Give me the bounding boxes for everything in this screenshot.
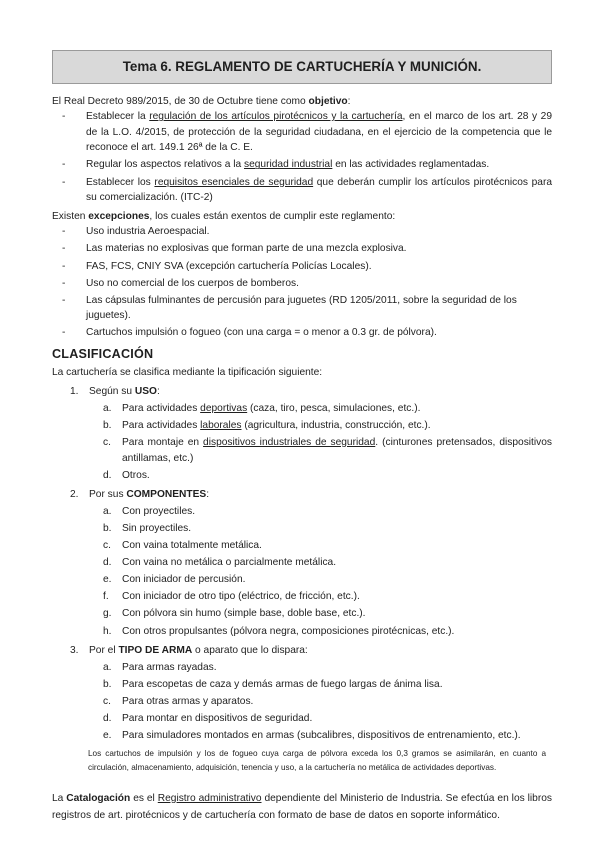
catalog-underlined: Registro administrativo [157, 792, 262, 804]
intro-bold: objetivo [308, 95, 348, 107]
catalog-text: dependiente del Ministerio de Industria. Se efectúa en los libros registros de art. pirotécnicos y de cartuchería con formato de base de datos en soporte informático. [52, 792, 552, 822]
item-letter: e. [103, 574, 112, 586]
item-text: Con pólvora sin humo (simple base, doble base, etc.). [122, 608, 366, 620]
item-letter: e. [103, 730, 112, 742]
item-text: Con iniciador de otro tipo (eléctrico, de fricción, etc.). [122, 591, 360, 603]
group-item [103, 606, 552, 622]
classification-group [70, 384, 552, 483]
intro-prefix: El Real Decreto 989/2015, de 30 de Octubre tiene como [52, 95, 309, 107]
objective-text: en las actividades reglamentadas. [332, 159, 490, 171]
exceptions-intro [52, 209, 552, 225]
objective-underlined: regulación de los artículos pirotécnicos y la cartuchería [149, 111, 403, 123]
item-text: (caza, tiro, pesca, simulaciones, etc.). [247, 402, 421, 414]
classification-groups [52, 384, 552, 743]
catalog-bold: Catalogación [66, 792, 131, 804]
group-item [103, 504, 552, 520]
group-items [70, 401, 552, 483]
exception-item: - Las materias no explosivas que forman parte de una mezcla explosiva. [86, 241, 552, 257]
item-text: Para actividades [122, 419, 201, 431]
footnote: Los cartuchos de impulsión y los de fogueo cuya carga de pólvora exceda los 0,3 gramos se asimilarán, en cuanto a circulación, almacenamiento, adquisición, tenencia y uso, a la cartuchería no metálica de actividades deportivas. [88, 748, 546, 773]
item-letter: c. [103, 695, 111, 707]
group-heading-bold: COMPONENTES [126, 489, 207, 501]
exception-item: - Uso industria Aeroespacial. [86, 224, 552, 240]
item-letter: f. [103, 591, 109, 603]
item-text: Para actividades [122, 402, 201, 414]
group-item [103, 401, 552, 417]
item-letter: d. [103, 469, 112, 481]
classification-group [70, 487, 552, 639]
group-heading-text: : [206, 489, 210, 501]
exception-item: - FAS, FCS, CNIY SVA (excepción cartuchería Policías Locales). [86, 259, 552, 275]
classification-intro: La cartuchería se clasifica mediante la tipificación siguiente: [52, 366, 323, 378]
group-item [103, 521, 552, 537]
group-heading [70, 643, 552, 659]
group-item [103, 468, 552, 484]
group-heading-bold: TIPO DE ARMA [118, 645, 193, 657]
item-text: Otros. [122, 469, 150, 481]
group-number: 1. [70, 386, 79, 398]
item-text: Para simuladores montados en armas (subcalibres, dispositivos de entrenamiento, etc.). [122, 730, 521, 742]
item-letter: b. [103, 522, 112, 534]
group-item [103, 624, 552, 640]
group-heading-text: Por sus [89, 489, 127, 501]
item-underlined: laborales [200, 419, 242, 431]
group-heading-text: o aparato que lo dispara: [192, 645, 308, 657]
group-heading-text: Por el [89, 645, 119, 657]
group-items [70, 660, 552, 744]
group-item [103, 711, 552, 727]
group-heading-text: : [156, 386, 160, 398]
item-text: Con vaina no metálica o parcialmente metálica. [122, 557, 337, 569]
item-letter: a. [103, 402, 112, 414]
item-text: Para montar en dispositivos de seguridad. [122, 712, 313, 724]
group-heading-text: Según su [89, 386, 135, 398]
item-letter: d. [103, 557, 112, 569]
classification-group [70, 643, 552, 744]
item-underlined: deportivas [200, 402, 248, 414]
group-item [103, 677, 552, 693]
objective-text: Establecer los [86, 176, 155, 188]
item-letter: a. [103, 505, 112, 517]
item-text: Para otras armas y aparatos. [122, 695, 254, 707]
exceptions-prefix: Existen [52, 210, 89, 222]
objective-underlined: seguridad industrial [244, 159, 333, 171]
objective-item [86, 109, 552, 156]
item-letter: c. [103, 436, 111, 448]
section-heading: CLASIFICACIÓN [52, 347, 154, 361]
item-letter: b. [103, 419, 112, 431]
group-item [103, 694, 552, 710]
exception-item: - Uso no comercial de los cuerpos de bomberos. [86, 276, 552, 292]
objective-text: Establecer la [86, 111, 150, 123]
intro-paragraph [52, 94, 552, 110]
objective-text: que deberán cumplir los artículos pirotécnicos para su comercialización. (ITC-2) [86, 176, 552, 204]
group-item [103, 555, 552, 571]
group-heading [70, 487, 552, 503]
objectives-list [52, 109, 552, 206]
document-title: Tema 6. REGLAMENTO DE CARTUCHERÍA Y MUNICIÓN. [52, 50, 552, 84]
item-text: Con otros propulsantes (pólvora negra, composiciones pirotécnicas, etc.). [122, 625, 455, 637]
objective-text: Regular los aspectos relativos a la [86, 159, 244, 171]
item-text: (agricultura, industria, construcción, etc.). [241, 419, 431, 431]
exceptions-list [52, 224, 552, 341]
item-letter: g. [103, 608, 112, 620]
catalog-text: es el [130, 792, 158, 804]
objective-text: , en el marco de los art. 28 y 29 de la L.O. 4/2015, de protección de la seguridad ciudadana, en el ejercicio de la competencia que le reconoce el art. 149.1 26ª de la C. E. [86, 111, 552, 154]
group-heading-bold: USO [134, 386, 157, 398]
group-heading [70, 384, 552, 400]
group-item [103, 435, 552, 466]
objective-item [86, 175, 552, 206]
item-text: Para armas rayadas. [122, 661, 217, 673]
item-letter: d. [103, 712, 112, 724]
item-text: Para escopetas de caza y demás armas de fuego largas de ánima lisa. [122, 678, 443, 690]
item-text: Con proyectiles. [122, 505, 196, 517]
item-text: Para montaje en [122, 436, 204, 448]
catalog-paragraph [52, 790, 552, 825]
group-item [103, 418, 552, 434]
group-item [103, 660, 552, 676]
group-item [103, 728, 552, 744]
group-number: 3. [70, 645, 79, 657]
group-item [103, 572, 552, 588]
item-text: . (cinturones pretensados, dispositivos antillamas, etc.) [122, 436, 552, 464]
group-item [103, 589, 552, 605]
item-letter: h. [103, 625, 112, 637]
item-text: Con vaina totalmente metálica. [122, 540, 262, 552]
objective-item [86, 157, 552, 173]
exception-item: - Cartuchos impulsión o fogueo (con una carga = o menor a 0.3 gr. de pólvora). [86, 325, 552, 341]
item-text: Con iniciador de percusión. [122, 574, 246, 586]
item-letter: a. [103, 661, 112, 673]
item-underlined: dispositivos industriales de seguridad [203, 436, 376, 448]
item-text: Sin proyectiles. [122, 522, 192, 534]
exceptions-suffix: , los cuales están exentos de cumplir este reglamento: [149, 210, 396, 222]
group-item [103, 538, 552, 554]
exceptions-bold: excepciones [88, 210, 150, 222]
catalog-text: La [52, 792, 67, 804]
objective-underlined: requisitos esenciales de seguridad [154, 176, 314, 188]
intro-suffix: : [347, 95, 351, 107]
item-letter: b. [103, 678, 112, 690]
group-items [70, 504, 552, 639]
group-number: 2. [70, 489, 79, 501]
exception-item: - Las cápsulas fulminantes de percusión para juguetes (RD 1205/2011, sobre la seguridad de los juguetes). [86, 293, 552, 324]
item-letter: c. [103, 540, 111, 552]
